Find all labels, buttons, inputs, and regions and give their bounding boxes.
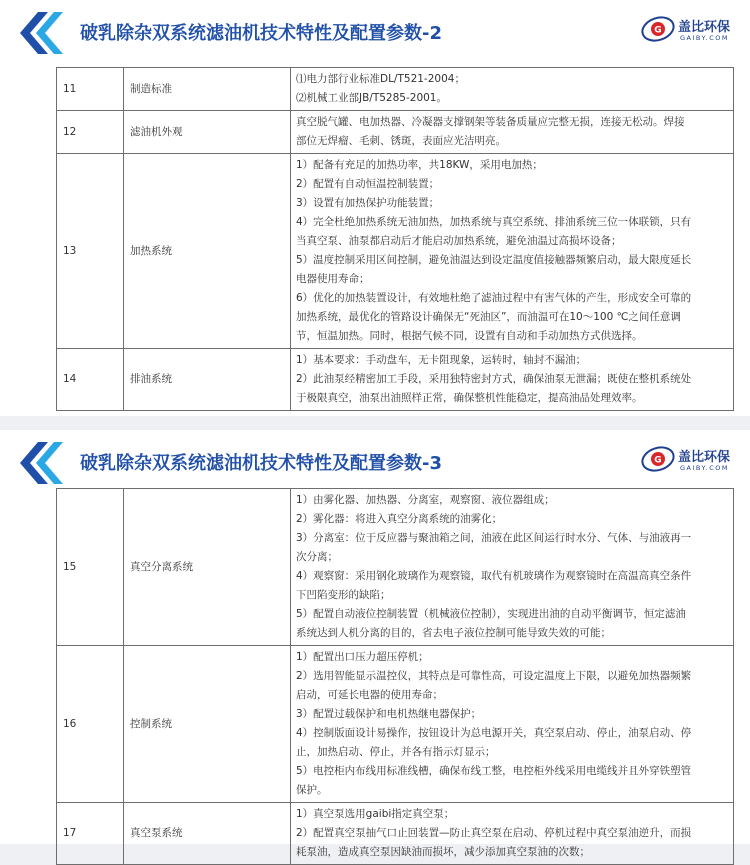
content-line: 1）基本要求：手动盘车，无卡阻现象，运转时，轴封不漏油； (296, 354, 587, 366)
row-name: 排油系统 (124, 349, 291, 411)
row-name: 控制系统 (124, 646, 291, 803)
content-line: 于极限真空，油泵出油照样正常，确保整机性能稳定，提高油品处理效率。 (296, 392, 643, 404)
row-number: 11 (57, 68, 124, 111)
content-line: 加热系统，最优化的管路设计确保无“死油区”，而油温可在10～100 ℃之间任意调 (296, 311, 681, 323)
content-line: 5）配置自动液位控制装置（机械液位控制），实现进出油的自动平衡调节，恒定滤油 (296, 608, 686, 620)
content-line: 4）控制版面设计易操作，按钮设计为总电源开关，真空泵启动、停止，油泵启动、停 (296, 727, 692, 739)
chevron-logo-icon (8, 8, 66, 58)
row-content (291, 154, 734, 349)
slide-title: 破乳除杂双系统滤油机技术特性及配置参数-2 (80, 23, 442, 44)
table-row (57, 349, 734, 411)
content-line: 止，加热启动、停止，并各有指示灯显示； (296, 746, 496, 758)
table-row (57, 489, 734, 646)
content-line: 2）雾化器：将进入真空分离系统的油雾化； (296, 513, 503, 525)
content-line: 2）选用智能显示温控仪，其特点是可靠性高，可设定温度上下限，以避免加热器频繁 (296, 670, 692, 682)
content-line: 4）完全杜绝加热系统无油加热，加热系统与真空系统、排油系统三位一体联锁，只有 (296, 216, 692, 228)
row-number: 16 (57, 646, 124, 803)
content-line: 部位无焊瘤、毛刺、锈斑，表面应光洁明亮。 (296, 135, 506, 147)
brand-logo (640, 14, 736, 50)
content-line: 次分离； (296, 551, 338, 563)
content-line: 1）由雾化器、加热器、分离室，观察窗、液位器组成； (296, 494, 555, 506)
slide-title: 破乳除杂双系统滤油机技术特性及配置参数-3 (80, 453, 442, 474)
brand-sub: GAIBY.COM (680, 34, 729, 42)
row-content (291, 646, 734, 803)
content-line: 节，恒温加热。同时，根据气候不同，设置有自动和手动加热方式供选择。 (296, 330, 643, 342)
svg-text:G: G (654, 25, 662, 36)
content-line: 6）优化的加热装置设计，有效地杜绝了滤油过程中有害气体的产生，形成安全可靠的 (296, 292, 692, 304)
row-name: 滤油机外观 (124, 111, 291, 154)
row-name: 真空分离系统 (124, 489, 291, 646)
table-row (57, 68, 734, 111)
slide-3 (0, 430, 750, 858)
row-name: 真空泵系统 (124, 803, 291, 865)
chevron-logo-icon (8, 438, 66, 488)
brand-mark-icon (640, 444, 678, 474)
table-row (57, 154, 734, 349)
content-line: ⑴电力部行业标准DL/T521-2004； (296, 73, 465, 85)
row-number: 14 (57, 349, 124, 411)
row-number: 17 (57, 803, 124, 865)
row-number: 13 (57, 154, 124, 349)
content-line: 耗泵油，造成真空泵因缺油而损坏，减少添加真空泵油的次数； (296, 846, 590, 858)
content-line: 3）配置过载保护和电机热继电器保护； (296, 708, 482, 720)
brand-name: 盖比环保 (678, 20, 731, 35)
content-line: 1）配备有充足的加热功率，共18KW，采用电加热； (296, 159, 543, 171)
content-line: 保护。 (296, 784, 328, 796)
row-name: 制造标准 (124, 68, 291, 111)
content-line: 电器使用寿命； (296, 273, 370, 285)
content-line: 当真空泵、油泵都启动后才能启动加热系统，避免油温过高损坏设备； (296, 235, 622, 247)
content-line: ⑵机械工业部JB/T5285-2001。 (296, 92, 447, 104)
row-content (291, 489, 734, 646)
content-line: 真空脱气罐、电加热器、冷凝器支撑钢架等装备质量应完整无损，连接无松动。焊接 (296, 116, 685, 128)
content-line: 下凹陷变形的缺陷； (296, 589, 391, 601)
row-number: 15 (57, 489, 124, 646)
content-line: 3）分离室：位于反应器与聚油箱之间，油液在此区间运行时水分、气体、与油液再一 (296, 532, 692, 544)
content-line: 1）配置出口压力超压停机； (296, 651, 429, 663)
row-content (291, 803, 734, 865)
content-line: 3）设置有加热保护功能装置； (296, 197, 440, 209)
row-number: 12 (57, 111, 124, 154)
spec-table (56, 488, 734, 865)
brand-logo (640, 444, 736, 480)
content-line: 2）配置真空泵抽气口止回装置—防止真空泵在启动、停机过程中真空泵油逆升，而损 (296, 827, 692, 839)
brand-sub: GAIBY.COM (680, 464, 729, 472)
brand-mark-icon (640, 14, 678, 44)
svg-text:G: G (654, 455, 662, 466)
table-row (57, 111, 734, 154)
content-line: 2）此油泵经精密加工手段，采用独特密封方式，确保油泵无泄漏；既使在整机系统处 (296, 373, 692, 385)
row-content (291, 111, 734, 154)
row-content (291, 349, 734, 411)
slide-header (0, 430, 750, 492)
row-content (291, 68, 734, 111)
table-row (57, 646, 734, 803)
slide-header (0, 0, 750, 62)
table-row (57, 803, 734, 865)
slide-2 (0, 0, 750, 416)
content-line: 4）观察窗：采用钢化玻璃作为观察镜，取代有机玻璃作为观察镜时在高温高真空条件 (296, 570, 692, 582)
content-line: 启动，可延长电器的使用寿命； (296, 689, 443, 701)
content-line: 5）温度控制采用区间控制，避免油温达到设定温度值接触器频繁启动，最大限度延长 (296, 254, 692, 266)
content-line: 5）电控柜内布线用标准线槽，确保布线工整，电控柜外线采用电缆线并且外穿铁塑管 (296, 765, 692, 777)
spec-table (56, 67, 734, 411)
content-line: 系统达到人机分离的目的，省去电子液位控制可能导致失效的可能； (296, 627, 611, 639)
content-line: 1）真空泵选用gaibi指定真空泵； (296, 808, 455, 820)
brand-name: 盖比环保 (678, 450, 731, 465)
row-name: 加热系统 (124, 154, 291, 349)
content-line: 2）配置有自动恒温控制装置； (296, 178, 440, 190)
